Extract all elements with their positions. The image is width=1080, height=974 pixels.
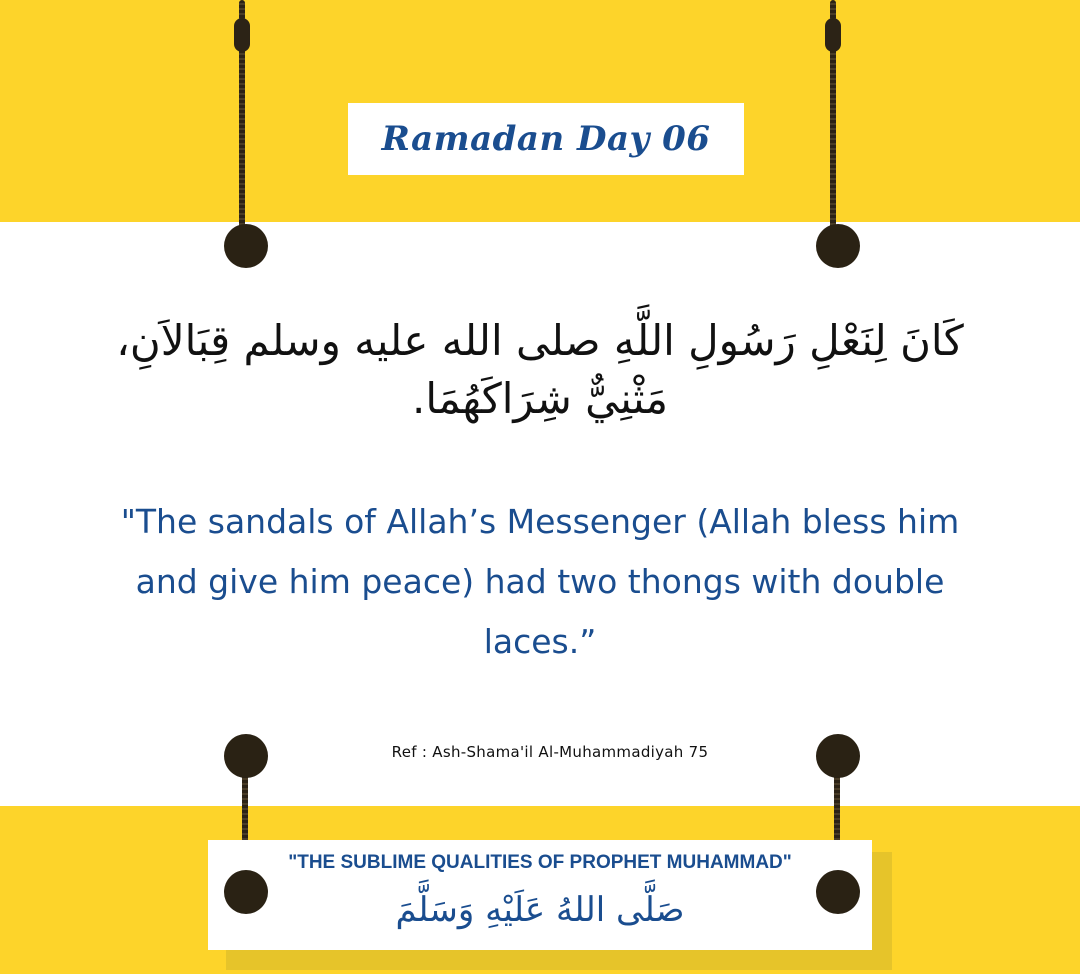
footer-card	[208, 840, 872, 950]
english-translation	[90, 492, 990, 672]
peg-circle-icon	[816, 224, 860, 268]
translation-line: "The sandals of Allah’s Messenger (Allah bless him	[120, 502, 960, 541]
peg-circle-icon	[224, 870, 268, 914]
translation-line: and give him peace) had two thongs with double	[135, 562, 945, 601]
peg-circle-icon	[224, 224, 268, 268]
salutation-text: صَلَّى اللهُ عَلَيْهِ وَسَلَّمَ	[395, 890, 685, 930]
reference-text: Ref : Ash-Shama'il Al-Muhammadiyah 75	[391, 743, 709, 761]
peg-circle-icon	[816, 870, 860, 914]
arabic-line: مَثْنِيٌّ شِرَاكَهُمَا.	[411, 374, 669, 423]
peg-circle-icon	[224, 734, 268, 778]
peg-circle-icon	[816, 734, 860, 778]
page-title: Ramadan Day 06	[381, 119, 711, 159]
title-card	[348, 103, 744, 175]
arabic-hadith	[40, 312, 1040, 428]
series-title: "THE SUBLIME QUALITIES OF PROPHET MUHAMMAD"	[288, 852, 792, 873]
rope-knot-icon	[234, 18, 250, 52]
arabic-line: كَانَ لِنَعْلِ رَسُولِ اللَّهِ صلى الله عليه وسلم قِبَالاَنِ،	[116, 316, 964, 365]
translation-line: laces.”	[483, 622, 597, 661]
rope-knot-icon	[825, 18, 841, 52]
